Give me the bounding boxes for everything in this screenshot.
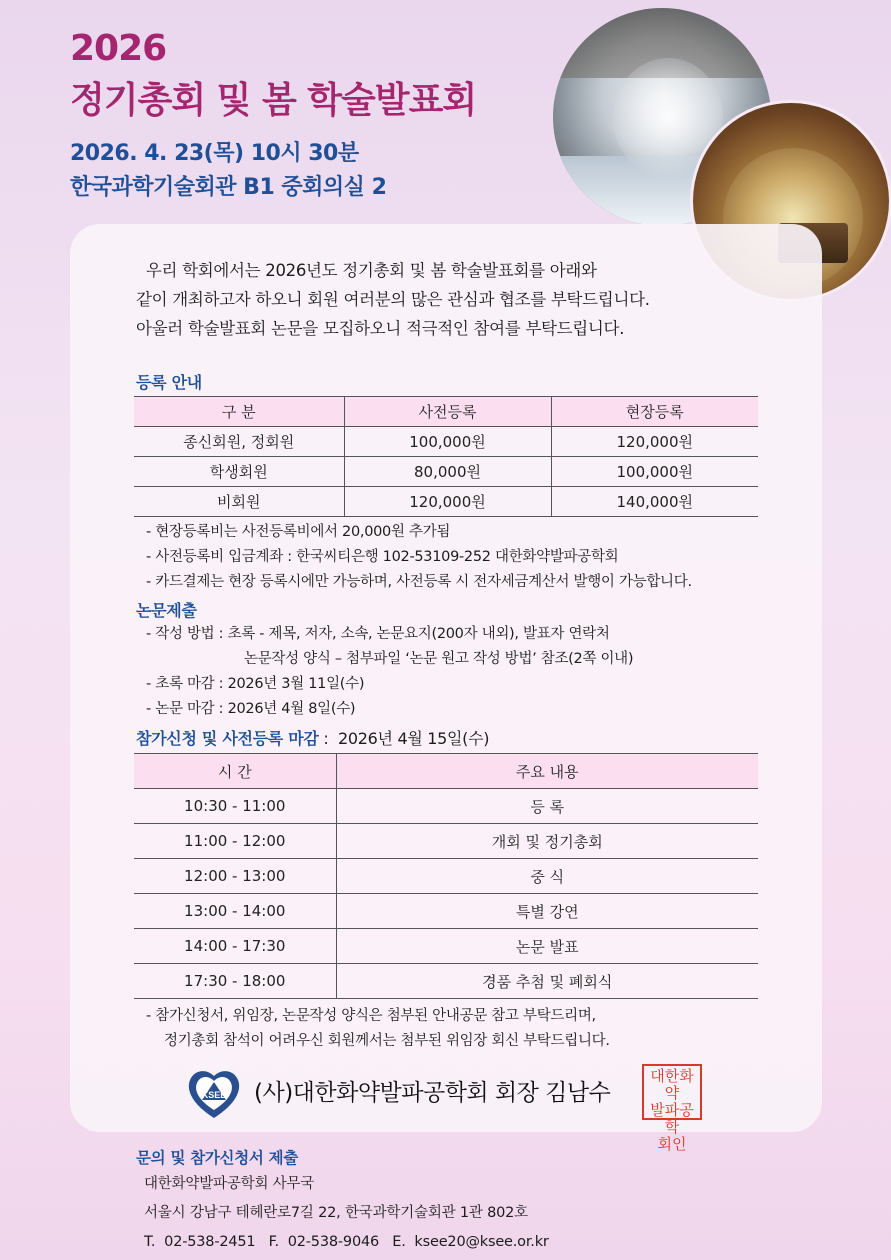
table-cell: 개회 및 정기총회 — [336, 824, 758, 859]
table-row — [134, 859, 758, 894]
table-cell: 140,000원 — [551, 487, 758, 517]
intro-text — [136, 256, 736, 343]
event-year: 2026 — [70, 28, 167, 69]
deadline-label: 참가신청 및 사전등록 마감 — [136, 729, 319, 748]
table-header: 시 간 — [134, 754, 336, 789]
ksee-logo-icon — [182, 1064, 246, 1120]
note-line: 논문작성 양식 – 첨부파일 ‘논문 원고 작성 방법’ 참조(2쪽 이내) — [244, 651, 634, 667]
seal-line: 회인 — [657, 1135, 687, 1153]
schedule-notes — [146, 1004, 610, 1054]
paper-notes — [146, 622, 633, 722]
table-cell: 비회원 — [134, 487, 344, 517]
table-cell: 경품 추첨 및 폐회식 — [336, 964, 758, 999]
note-line: - 작성 방법 : 초록 - 제목, 저자, 소속, 논문요지(200자 내외), 발표자 연락처 — [146, 626, 610, 642]
table-cell: 등 록 — [336, 789, 758, 824]
table-header: 현장등록 — [551, 397, 758, 427]
official-seal — [642, 1064, 702, 1153]
note-line: - 현장등록비는 사전등록비에서 20,000원 추가됨 — [146, 524, 451, 540]
table-row — [134, 964, 758, 999]
note-line: - 논문 마감 : 2026년 4월 8일(수) — [146, 701, 356, 717]
seal-line: 대한화약 — [650, 1067, 694, 1102]
table-cell: 120,000원 — [551, 427, 758, 457]
note-line: - 카드결제는 현장 등록시에만 가능하며, 사전등록 시 전자세금계산서 발행이 가능합니다. — [146, 574, 692, 590]
table-cell: 14:00 - 17:30 — [134, 929, 336, 964]
deadline-value: : 2026년 4월 15일(수) — [318, 729, 490, 748]
signature-block — [182, 1064, 702, 1153]
table-cell: 17:30 - 18:00 — [134, 964, 336, 999]
table-cell: 12:00 - 13:00 — [134, 859, 336, 894]
table-row — [134, 824, 758, 859]
table-cell: 120,000원 — [344, 487, 551, 517]
seal-line: 발파공학 — [650, 1101, 694, 1136]
contact-info — [144, 1170, 549, 1257]
paper-heading: 논문제출 — [136, 601, 197, 620]
table-cell: 100,000원 — [551, 457, 758, 487]
registration-fee-table — [134, 396, 758, 517]
registration-deadline — [136, 726, 489, 749]
intro-line: 같이 개최하고자 하오니 회원 여러분의 많은 관심과 협조를 부탁드립니다. — [136, 290, 650, 309]
note-line: - 초록 마감 : 2026년 3월 11일(수) — [146, 676, 365, 692]
table-header: 구 분 — [134, 397, 344, 427]
intro-line: 우리 학회에서는 2026년도 정기총회 및 봄 학술발표회를 아래와 — [136, 261, 597, 280]
note-line: - 사전등록비 입금계좌 : 한국씨티은행 102-53109-252 대한화약발파공학회 — [146, 549, 619, 565]
table-cell: 중 식 — [336, 859, 758, 894]
contact-heading: 문의 및 참가신청서 제출 — [136, 1149, 299, 1167]
table-row — [134, 929, 758, 964]
table-cell: 100,000원 — [344, 427, 551, 457]
contact-phones: T. 02-538-2451 F. 02-538-9046 E. ksee20@ksee.or.kr — [144, 1234, 549, 1250]
event-title: 정기총회 및 봄 학술발표회 — [70, 80, 477, 121]
table-header: 주요 내용 — [336, 754, 758, 789]
table-cell: 10:30 - 11:00 — [134, 789, 336, 824]
event-venue: 한국과학기술회관 B1 중회의실 2 — [70, 175, 387, 200]
contact-org: 대한화약발파공학회 사무국 — [144, 1176, 315, 1192]
note-line: 정기총회 참석이 어려우신 회원께서는 첨부된 위임장 회신 부탁드립니다. — [164, 1033, 610, 1049]
table-row — [134, 487, 758, 517]
intro-line: 아울러 학술발표회 논문을 모집하오니 적극적인 참여를 부탁드립니다. — [136, 319, 625, 338]
table-cell: 논문 발표 — [336, 929, 758, 964]
svg-text:KSEE: KSEE — [201, 1090, 227, 1100]
event-date-time: 2026. 4. 23(목) 10시 30분 — [70, 141, 359, 166]
table-cell: 13:00 - 14:00 — [134, 894, 336, 929]
table-row — [134, 457, 758, 487]
table-header: 사전등록 — [344, 397, 551, 427]
table-cell: 특별 강연 — [336, 894, 758, 929]
table-row — [134, 427, 758, 457]
table-cell: 80,000원 — [344, 457, 551, 487]
signature-text: (사)대한화약발파공학회 회장 김남수 — [254, 1080, 611, 1106]
contact-address: 서울시 강남구 테헤란로7길 22, 한국과학기술회관 1관 802호 — [144, 1205, 528, 1221]
table-cell: 학생회원 — [134, 457, 344, 487]
table-row — [134, 894, 758, 929]
registration-heading: 등록 안내 — [136, 373, 202, 392]
note-line: - 참가신청서, 위임장, 논문작성 양식은 첨부된 안내공문 참고 부탁드리며, — [146, 1008, 596, 1024]
table-row — [134, 789, 758, 824]
table-cell: 종신회원, 정회원 — [134, 427, 344, 457]
registration-notes — [146, 520, 692, 595]
table-cell: 11:00 - 12:00 — [134, 824, 336, 859]
schedule-table — [134, 753, 758, 999]
